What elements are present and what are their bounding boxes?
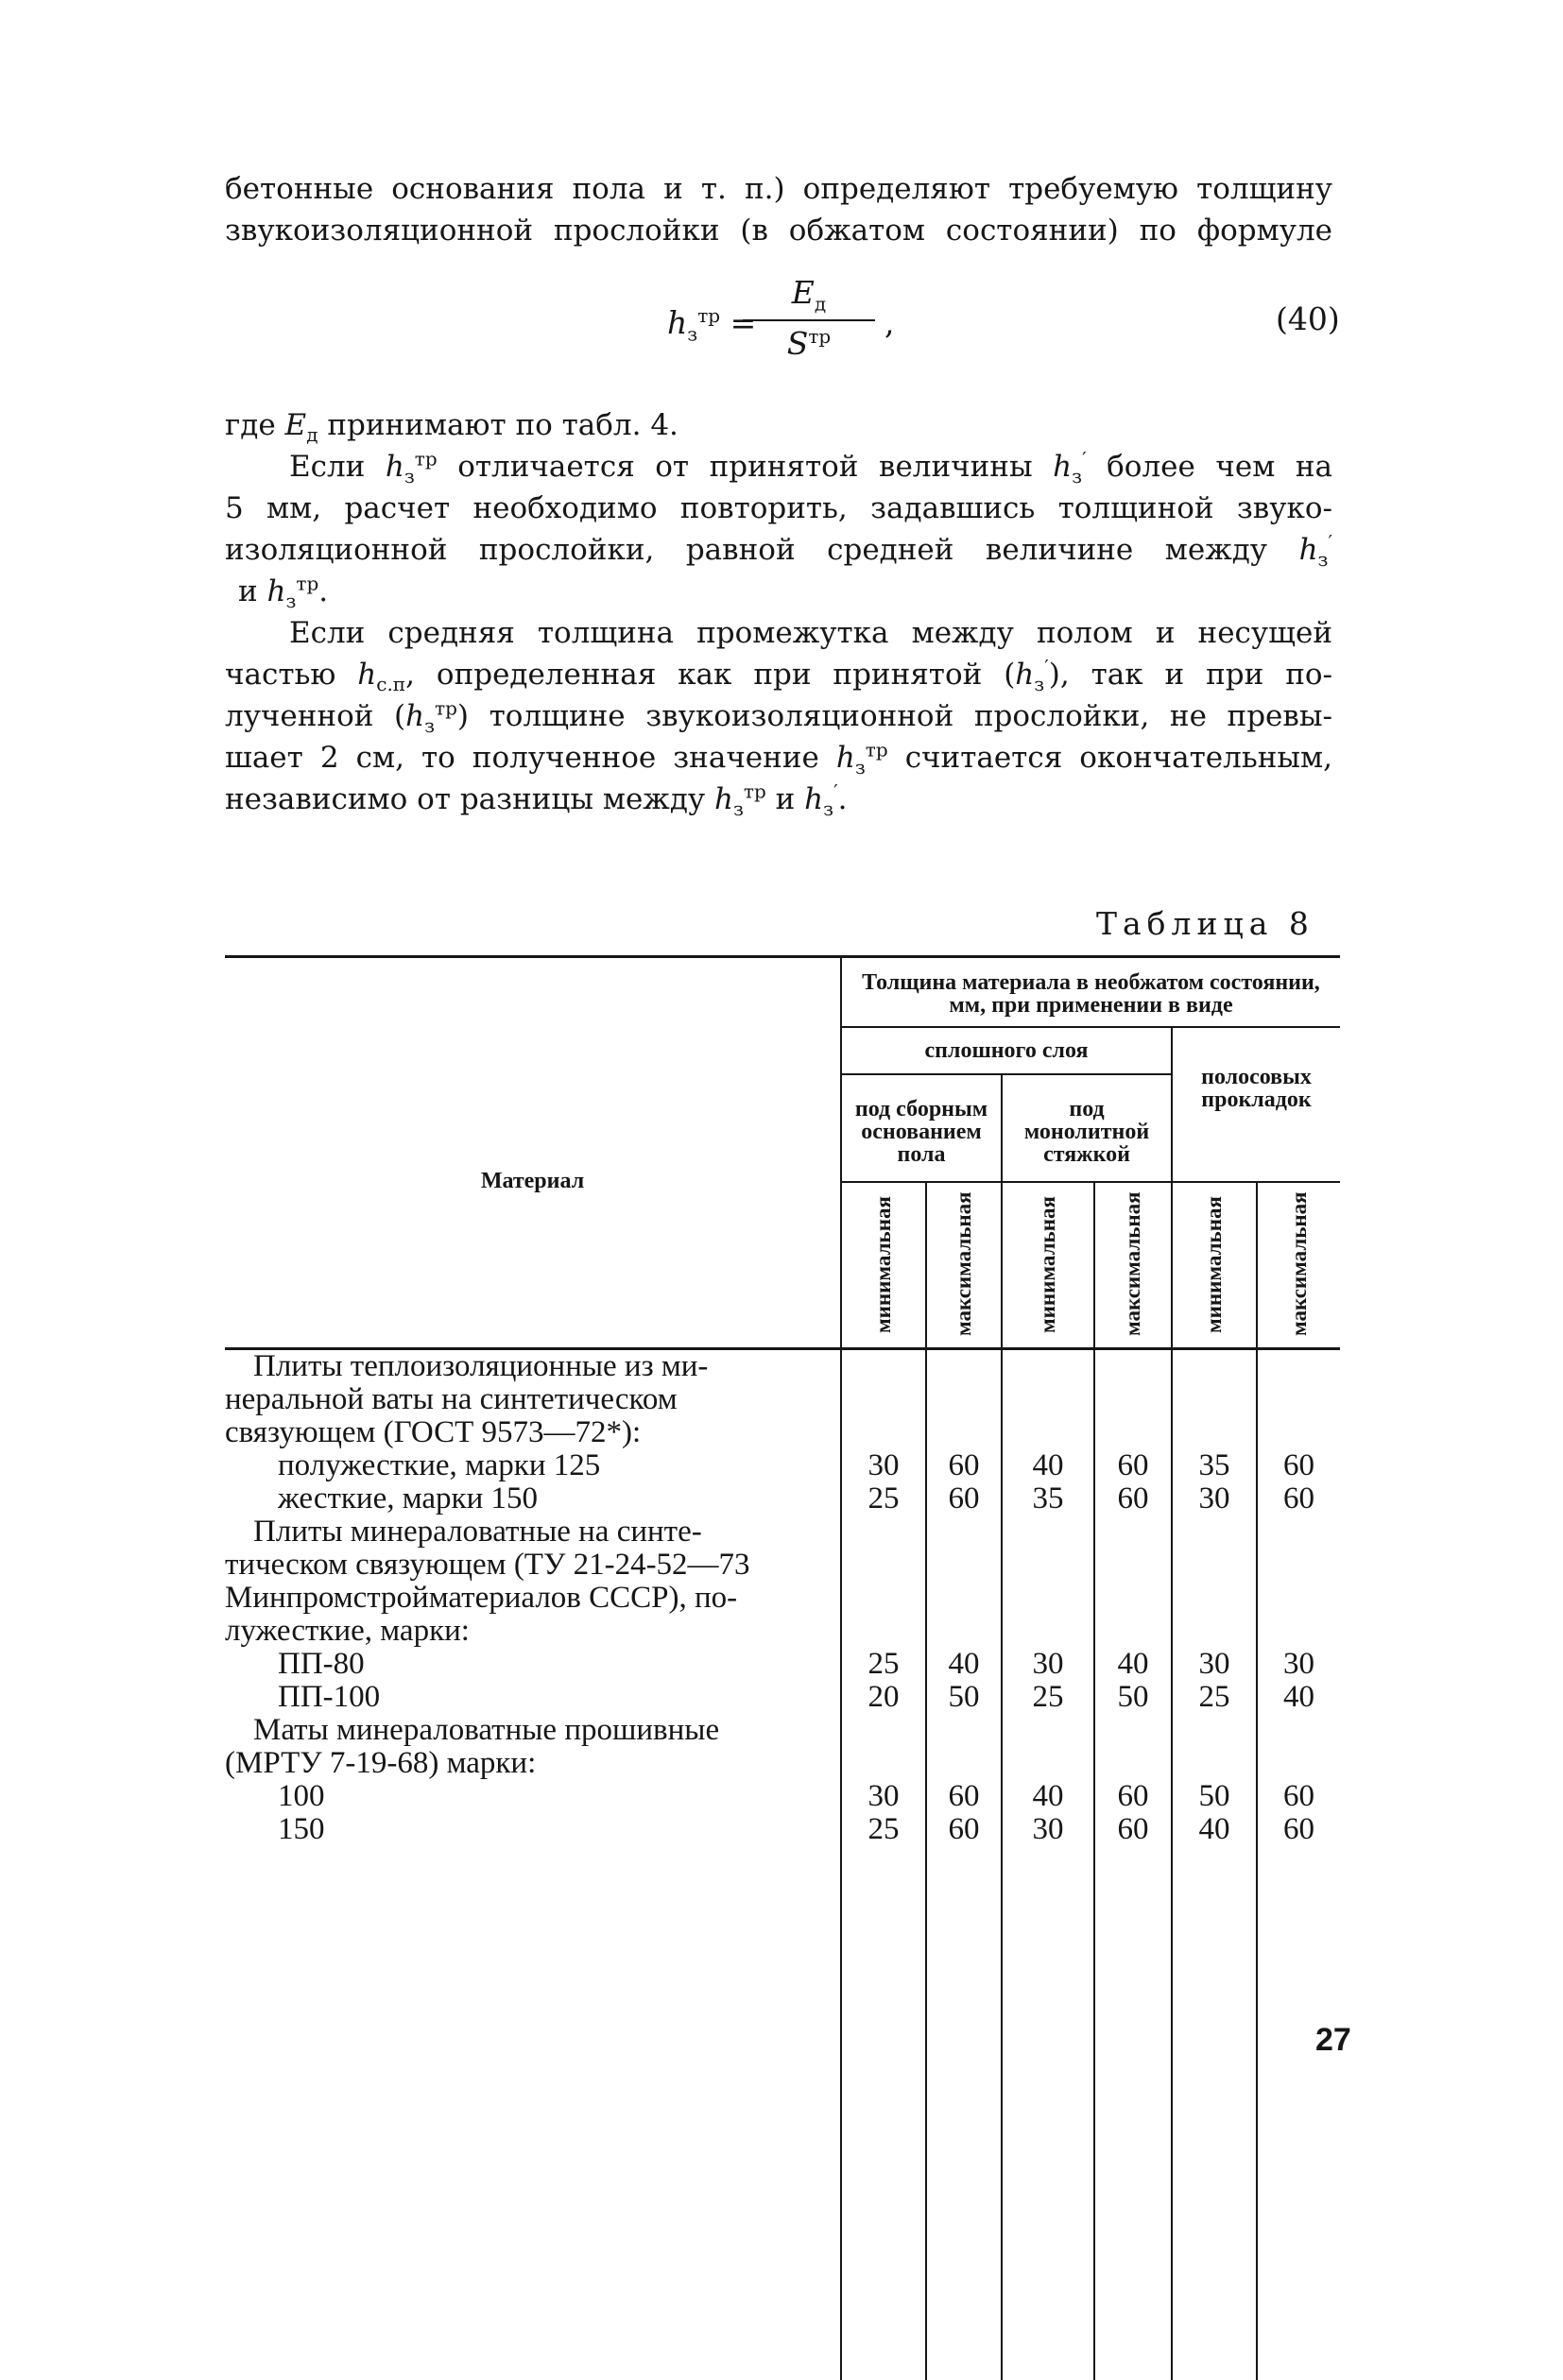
table-cell: 50 — [1095, 1681, 1171, 1714]
text-line: бетонные основания пола и т. п.) определяют требуемую толщину — [225, 168, 1332, 210]
text-line: шает 2 см, то полученное значение $h_з^{тр}$ считается окончательным, — [225, 737, 1332, 779]
table-cell: 30 — [1258, 1648, 1340, 1681]
table-cell: 60 — [1258, 1449, 1340, 1482]
table-cell: 25 — [842, 1648, 925, 1681]
max-header-cell — [1094, 1182, 1172, 1349]
max-header: максимальная — [1287, 1183, 1312, 1347]
min-header-cell — [1002, 1182, 1094, 1349]
min-header: минимальная — [1202, 1183, 1227, 1347]
material-line: лужесткие, марки: — [225, 1615, 840, 1648]
table-cell: 40 — [1173, 1813, 1256, 1846]
prefab-header: под сборным основанием пола — [850, 1098, 993, 1166]
material-line: Плиты теплоизоляционные из ми- — [225, 1350, 840, 1383]
table-cell: 25 — [1173, 1681, 1256, 1714]
material-line: Маты минераловатные прошивные — [225, 1714, 840, 1747]
table-cell: 35 — [1173, 1449, 1256, 1482]
table-cell: 30 — [842, 1449, 925, 1482]
table-cell: 40 — [1003, 1449, 1093, 1482]
prefab-header-cell — [841, 1074, 1002, 1182]
min-header: минимальная — [1036, 1183, 1060, 1347]
fraction-bar — [743, 319, 875, 321]
table-cell: 60 — [1258, 1482, 1340, 1515]
table-cell: 60 — [1095, 1813, 1171, 1846]
text-line: лученной $(h_з^{тр})$ толщине звукоизоляционной прослойки, не превы- — [225, 695, 1332, 737]
table-cell: 60 — [927, 1780, 1001, 1813]
table-cell: 30 — [1003, 1813, 1093, 1846]
text-line: Если $h_з^{тр}$ отличается от принятой величины $h_з'$ более чем на — [225, 446, 1332, 488]
material-line: связующем (ГОСТ 9573—72*): — [225, 1416, 840, 1449]
table-cell: 40 — [1003, 1780, 1093, 1813]
solid-layer-header: сплошного слоя — [925, 1038, 1089, 1063]
value-column-max-monolithic — [1094, 1349, 1172, 2380]
monolithic-header: под монолитной стяжкой — [1010, 1098, 1163, 1166]
table-cell: 60 — [1095, 1449, 1171, 1482]
max-header: максимальная — [1121, 1183, 1145, 1347]
material-header: Материал — [225, 1113, 840, 1192]
max-header-cell — [926, 1182, 1002, 1349]
text-line: 5 мм, расчет необходимо повторить, задавшись толщиной звуко- — [225, 488, 1332, 529]
material-column — [225, 1349, 841, 2380]
material-line: тическом связующем (ТУ 21-24-52—73 — [225, 1549, 840, 1582]
table-cell: 60 — [1095, 1482, 1171, 1515]
material-line: жесткие, марки 150 — [225, 1482, 840, 1515]
table-cell: 40 — [927, 1648, 1001, 1681]
min-header: минимальная — [871, 1183, 896, 1347]
material-line: 100 — [225, 1780, 840, 1813]
table-cell: 60 — [927, 1813, 1001, 1846]
material-line: полужесткие, марки 125 — [225, 1449, 840, 1482]
text-line: где $E_д$ принимают по табл. 4. — [225, 404, 1332, 446]
value-column-max-strips — [1257, 1349, 1340, 2380]
table-cell: 30 — [842, 1780, 925, 1813]
material-line: Минпромстройматериалов СССР), по- — [225, 1582, 840, 1615]
page-number: 27 — [1315, 2022, 1351, 2059]
table-cell: 60 — [1258, 1780, 1340, 1813]
equation-number: (40) — [1276, 300, 1340, 337]
material-header-cell — [225, 957, 841, 1349]
text-line: изоляционной прослойки, равной средней величине между $h_з'$ — [225, 529, 1332, 571]
solid-layer-header-cell — [841, 1027, 1172, 1074]
formula-40 — [667, 274, 951, 368]
text-line: независимо от разницы между $h_з^{тр}$ и $h_з'$. — [225, 779, 1332, 820]
table-cell: 25 — [842, 1482, 925, 1515]
text-line: и $h_з^{тр}$. — [225, 571, 1332, 612]
strips-header: полосовых прокладок — [1182, 1066, 1331, 1111]
value-column-min-strips — [1172, 1349, 1257, 2380]
value-column-max-prefab — [926, 1349, 1002, 2380]
table-cell: 40 — [1095, 1648, 1171, 1681]
text-line: Если средняя толщина промежутка между полом и несущей — [225, 612, 1332, 654]
table-body-row — [225, 1349, 1340, 2380]
max-header-cell — [1257, 1182, 1340, 1349]
material-line: ПП-80 — [225, 1648, 840, 1681]
table-cell: 60 — [1095, 1780, 1171, 1813]
formula-fraction — [743, 274, 875, 362]
table-cell: 30 — [1173, 1648, 1256, 1681]
formula-lhs: $h_з^{тр}$ = — [667, 304, 756, 341]
material-line: ПП-100 — [225, 1681, 840, 1714]
fraction-denominator: $S^{тр}$ — [743, 325, 875, 362]
intro-paragraph — [225, 168, 1332, 251]
fraction-numerator: $E_д$ — [743, 274, 875, 316]
table-cell: 35 — [1003, 1482, 1093, 1515]
monolithic-header-cell — [1002, 1074, 1172, 1182]
table-cell: 60 — [927, 1482, 1001, 1515]
formula-comma: , — [885, 304, 895, 341]
table-cell: 50 — [1173, 1780, 1256, 1813]
material-line: неральной ваты на синтетическом — [225, 1383, 840, 1416]
min-header-cell — [841, 1182, 926, 1349]
table-cell: 20 — [842, 1681, 925, 1714]
table-cell: 25 — [1003, 1681, 1093, 1714]
material-line: (МРТУ 7-19-68) марки: — [225, 1747, 840, 1780]
table-cell: 60 — [927, 1449, 1001, 1482]
table-caption: Таблица 8 — [1096, 905, 1314, 942]
body-paragraphs — [225, 404, 1332, 820]
table-cell: 25 — [842, 1813, 925, 1846]
max-header: максимальная — [952, 1183, 976, 1347]
value-column-min-prefab — [841, 1349, 926, 2380]
table-cell: 50 — [927, 1681, 1001, 1714]
table-cell: 40 — [1258, 1681, 1340, 1714]
strips-header-cell — [1172, 1027, 1340, 1182]
min-header-cell — [1172, 1182, 1257, 1349]
material-line: 150 — [225, 1813, 840, 1846]
table-cell: 30 — [1173, 1482, 1256, 1515]
table-cell: 60 — [1258, 1813, 1340, 1846]
text-line: частью $h_{с.п}$, определенная как при принятой $(h_з')$, так и при по- — [225, 654, 1332, 695]
table-8 — [225, 955, 1340, 2380]
thickness-header-cell — [841, 957, 1340, 1028]
material-line: Плиты минераловатные на синте- — [225, 1515, 840, 1549]
thickness-header: Толщина материала в необжатом состоянии, мм, при применении в виде — [861, 971, 1321, 1017]
table-cell: 30 — [1003, 1648, 1093, 1681]
text-line: звукоизоляционной прослойки (в обжатом состоянии) по формуле — [225, 210, 1332, 251]
value-column-min-monolithic — [1002, 1349, 1094, 2380]
